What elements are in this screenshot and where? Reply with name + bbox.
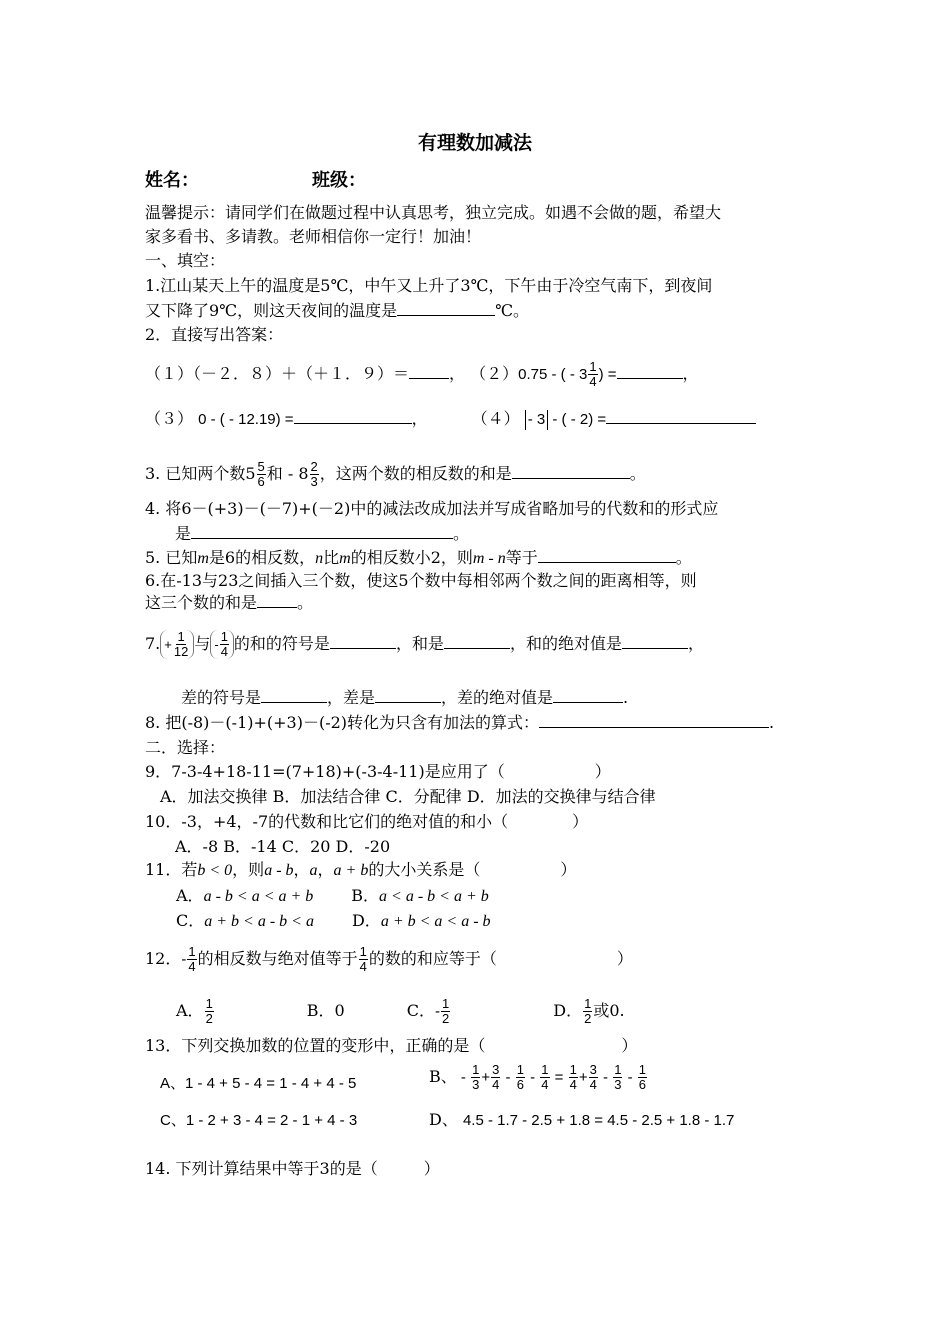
q2-p2-blank[interactable] <box>617 363 683 379</box>
q3-frac-1 <box>257 460 266 489</box>
q11-e1: a - b <box>264 862 294 879</box>
q3-pre: 3. 已知两个数5 <box>145 464 256 483</box>
q12-sign: - <box>181 951 187 968</box>
q12-options <box>176 997 625 1026</box>
q7-a-den: 12 <box>173 644 189 659</box>
q11-options-ab <box>176 886 489 907</box>
q12-d-frac <box>583 997 592 1026</box>
q10-text: 10．-3，+4，-7的代数和比它们的绝对值的和小（ <box>145 812 509 831</box>
q13-option-a <box>160 1073 356 1094</box>
class-label: 班级： <box>312 170 366 191</box>
q11-a-expr: a - b < a < a + b <box>203 888 314 905</box>
q11-e2: a <box>309 862 318 879</box>
q11-c-label: C． <box>176 911 205 930</box>
q1-blank[interactable] <box>397 300 495 316</box>
q12-frac-2 <box>359 945 368 974</box>
q12-frac-1 <box>187 945 196 974</box>
q13-close: ） <box>621 1036 638 1055</box>
q13-text: 13．下列交换加数的位置的变形中，正确的是（ <box>145 1036 486 1055</box>
q13-option-c <box>160 1110 357 1131</box>
tip-line-1: 温馨提示：请同学们在做题过程中认真思考，独立完成。如遇不会做的题，希望大 <box>145 203 722 222</box>
tip-line-2: 家多看书、多请教。老师相信你一定行！加油！ <box>145 227 482 246</box>
q9-options: A．加法交换律 B．加法结合律 C．分配律 D．加法的交换律与结合律 <box>160 787 656 806</box>
q11-pre: 11．若 <box>145 860 198 879</box>
q13-b-label: B、 <box>429 1067 457 1086</box>
q3-blank[interactable] <box>512 463 630 479</box>
q13-b-f4: $\frac{1}{4}$ <box>541 1062 549 1092</box>
q6-text: 这三个数的和是 <box>145 593 258 612</box>
q8-end: . <box>769 713 775 732</box>
q12-n: 1 <box>188 944 196 959</box>
q7-label: 7. <box>145 634 161 653</box>
q11-b-label: B． <box>351 886 380 905</box>
q13-b-f8: $\frac{1}{6}$ <box>638 1062 646 1092</box>
q7-b-frac <box>220 630 229 659</box>
q11-d-label: D． <box>351 911 381 930</box>
q7-conj: 与 <box>194 634 211 653</box>
q12-n2: 1 <box>359 944 367 959</box>
q2-p4-abs: - 3 <box>525 410 549 430</box>
q6-blank[interactable] <box>257 592 297 608</box>
q12-d-label: D． <box>553 1001 583 1020</box>
name-label: 姓名： <box>145 170 199 191</box>
q12-a-n: 1 <box>205 996 213 1011</box>
q12-post: 的数的和应等于（ <box>368 949 497 968</box>
q11-e3: a + b <box>333 862 369 879</box>
q9-close: ） <box>594 762 611 781</box>
q2-p2-fraction <box>588 360 597 389</box>
q7-paren-a <box>160 630 194 659</box>
q5-t4: 等于 <box>505 548 538 567</box>
q2-sep: ， <box>449 364 466 383</box>
q12-a-d: 2 <box>205 1011 213 1026</box>
q12-b-label: B．0 <box>306 1001 345 1020</box>
q3-n1: 5 <box>257 459 265 474</box>
q4-line-2 <box>175 523 469 544</box>
q11-sep1: ， <box>293 860 310 879</box>
q2-p1: （１）（－２．８）＋（＋１．９）＝ <box>145 364 410 383</box>
q12-c-sign: - <box>435 1003 440 1020</box>
q5-m2: m <box>339 550 351 567</box>
q12-d-n: 1 <box>584 996 592 1011</box>
q7-a-num: 1 <box>177 629 185 644</box>
q7-t1: 的和的符号是 <box>233 634 330 653</box>
q12-c-label: C． <box>406 1001 435 1020</box>
q4-pre: 是 <box>175 524 192 543</box>
q6-line-1: 6.在-13与23之间插入三个数，使这5个数中每相邻两个数之间的距离相等，则 <box>145 571 697 590</box>
q7-a-sign: + <box>164 636 172 652</box>
q8-line <box>145 712 774 733</box>
q4-line-1: 4. 将6－(+3)－(－7)+(－2)中的减法改成加法并写成省略加号的代数和的形式应 <box>145 499 719 518</box>
q3-post: ，这两个数的相反数的和是 <box>319 464 512 483</box>
q5-t1: 是6的相反数， <box>208 548 316 567</box>
q13-b-f1: $\frac{1}{3}$ <box>472 1062 480 1092</box>
q12-d2: 4 <box>359 959 367 974</box>
q13-option-b: B、 - $\frac{1}{3}$ + $\frac{3}{4}$ - $\frac{1}{6}$ - $\frac{1}{4}$ = $\frac{1}{4}$ + $\frac{3}{4}$ - $\frac{1}{3}$ - $\frac{1}{6}$ <box>429 1062 646 1092</box>
q7-t4: ， <box>687 634 704 653</box>
q13-b-f6: $\frac{3}{4}$ <box>589 1062 597 1092</box>
q11-stem <box>145 860 576 881</box>
q8-blank[interactable] <box>539 712 769 728</box>
q7-b-num: 1 <box>220 629 228 644</box>
q11-sep2: ， <box>317 860 334 879</box>
q2-p1-blank[interactable] <box>409 363 449 379</box>
q2-row-1: （１）（－２．８）＋（＋１．９）＝ ， （２）0.75 - ( - 3 $\frac{1}{4}$ ) = ， <box>145 359 699 389</box>
q5-blank[interactable] <box>538 547 676 563</box>
q7-line-1 <box>145 630 704 659</box>
q5-line <box>145 547 692 569</box>
q7-t2: ，和是 <box>395 634 444 653</box>
q5-t3: 的相反数小2，则 <box>350 548 473 567</box>
q9-stem <box>145 762 611 782</box>
q2-p4-label: （４） <box>471 409 520 428</box>
q12-close: ） <box>616 949 633 968</box>
q7-blank-1[interactable] <box>330 633 396 649</box>
q12-pre: 12． <box>145 949 182 968</box>
q11-close: ） <box>560 860 577 879</box>
q9-text: 9．7-3-4+18-11=(7+18)+(-3-4-11)是应用了（ <box>145 762 505 781</box>
q11-mid: ，则 <box>232 860 265 879</box>
q13-b-f5: $\frac{1}{4}$ <box>569 1062 577 1092</box>
q5-n: n <box>315 550 324 567</box>
q3-n2: 2 <box>310 459 318 474</box>
q13-d-label: D、 <box>429 1110 458 1129</box>
q12-c-d: 2 <box>442 1011 450 1026</box>
q2-p2-close: ) = <box>598 366 617 383</box>
q2-head: 2．直接写出答案： <box>145 325 284 344</box>
q7-t3: ，和的绝对值是 <box>509 634 622 653</box>
q13-d-expr: 4.5 - 1.7 - 2.5 + 1.8 = 4.5 - 2.5 + 1.8 - 1.7 <box>462 1112 735 1129</box>
q1-unit: ℃。 <box>495 301 529 320</box>
q6-end: 。 <box>297 593 314 612</box>
q4-blank[interactable] <box>191 523 453 539</box>
q2-p2-num: 1 <box>589 359 597 374</box>
q5-pre: 5. 已知 <box>145 548 198 567</box>
q13-option-d <box>429 1110 734 1131</box>
q12-a-label: A． <box>176 1001 204 1020</box>
q7-blank-6[interactable] <box>553 687 623 703</box>
q7-l2-4: . <box>623 688 629 707</box>
q1-line-2 <box>145 300 529 321</box>
q11-a-label: A． <box>176 886 204 905</box>
q3-end: 。 <box>629 464 646 483</box>
q7-l2-2: ，差是 <box>327 688 376 707</box>
q2-p3-expr: 0 - ( - 12.19) = <box>198 411 294 428</box>
q14-text: 14. 下列计算结果中等于3的是（ <box>145 1159 378 1178</box>
q12-d-post: 或0. <box>593 1001 625 1020</box>
q11-options-cd <box>176 911 491 932</box>
q7-line-2 <box>181 687 628 708</box>
q7-b-den: 4 <box>220 644 228 659</box>
q12-d: 4 <box>188 959 196 974</box>
q2-p2-expr: 0.75 - ( - 3 <box>518 366 588 383</box>
q2-p3-label: （３） <box>145 409 194 428</box>
q11-cond: b < 0 <box>197 862 233 879</box>
q6-line-2 <box>145 592 313 613</box>
q12-mid: 的相反数与绝对值等于 <box>197 949 358 968</box>
q5-end: 。 <box>675 548 692 567</box>
q4-end: 。 <box>453 524 470 543</box>
q5-m: m <box>197 550 209 567</box>
q13-b-f3: $\frac{1}{6}$ <box>516 1062 524 1092</box>
q2-p4-blank[interactable] <box>606 408 756 424</box>
q13-a: A、1 - 4 + 5 - 4 = 1 - 4 + 4 - 5 <box>160 1075 357 1092</box>
q13-stem <box>145 1036 637 1056</box>
q2-p2-den: 4 <box>589 374 597 389</box>
q14-stem <box>145 1159 440 1179</box>
q7-l2-3: ，差的绝对值是 <box>441 688 554 707</box>
q8-text: 8. 把(-8)－(-1)+(+3)－(-2)转化为只含有加法的算式： <box>145 713 540 732</box>
q10-close: ） <box>572 812 589 831</box>
q7-blank-2[interactable] <box>444 633 510 649</box>
q12-a-frac <box>205 997 214 1026</box>
q3-d1: 6 <box>257 474 265 489</box>
q1-line-1: 1.江山某天上午的温度是5℃，中午又上升了3℃，下午由于冷空气南下，到夜间 <box>145 276 713 295</box>
q3-frac-2 <box>310 460 319 489</box>
q7-blank-5[interactable] <box>375 687 441 703</box>
q7-b-sign: - <box>214 636 219 652</box>
q3-line <box>145 460 646 489</box>
q11-post: 的大小关系是（ <box>368 860 481 879</box>
q13-b-f7: $\frac{1}{3}$ <box>614 1062 622 1092</box>
q10-stem <box>145 812 588 832</box>
q12-c-n: 1 <box>442 996 450 1011</box>
q1-text: 又下降了9℃，则这天夜间的温度是 <box>145 301 398 320</box>
q12-d-d: 2 <box>584 1011 592 1026</box>
q7-blank-3[interactable] <box>622 633 688 649</box>
page-title: 有理数加减法 <box>417 132 532 154</box>
section-fill-blank: 一、填空： <box>145 251 226 270</box>
q5-t2: 比 <box>323 548 340 567</box>
q3-d2: 3 <box>310 474 318 489</box>
q10-options: A．-8 B．-14 C．20 D．-20 <box>175 837 391 856</box>
q11-b-expr: a < a - b < a + b <box>379 888 489 905</box>
q2-p4-rest: - ( - 2) = <box>548 411 607 428</box>
q11-d-expr: a + b < a < a - b <box>380 913 491 930</box>
q3-mid: 和 - 8 <box>266 464 309 483</box>
q7-l2-1: 差的符号是 <box>181 688 262 707</box>
q7-blank-4[interactable] <box>261 687 327 703</box>
q7-paren-b <box>210 630 234 659</box>
q13-b-f2: $\frac{3}{4}$ <box>492 1062 500 1092</box>
q14-close: ） <box>423 1159 440 1178</box>
q13-c: C、1 - 2 + 3 - 4 = 2 - 1 + 4 - 3 <box>160 1112 358 1129</box>
q11-c-expr: a + b < a - b < a <box>204 913 314 930</box>
q2-p2-label: （２） <box>470 364 519 383</box>
q2-row-2: （３） 0 - ( - 12.19) = ， （４） - 3 - ( - 2) = <box>145 408 756 430</box>
q5-expr: m - n <box>472 550 506 567</box>
q7-a-frac <box>173 630 189 659</box>
section-choice: 二．选择： <box>145 738 226 757</box>
q12-c-frac <box>441 997 450 1026</box>
q2-p3-blank[interactable] <box>294 408 412 424</box>
q12-stem <box>145 945 633 974</box>
